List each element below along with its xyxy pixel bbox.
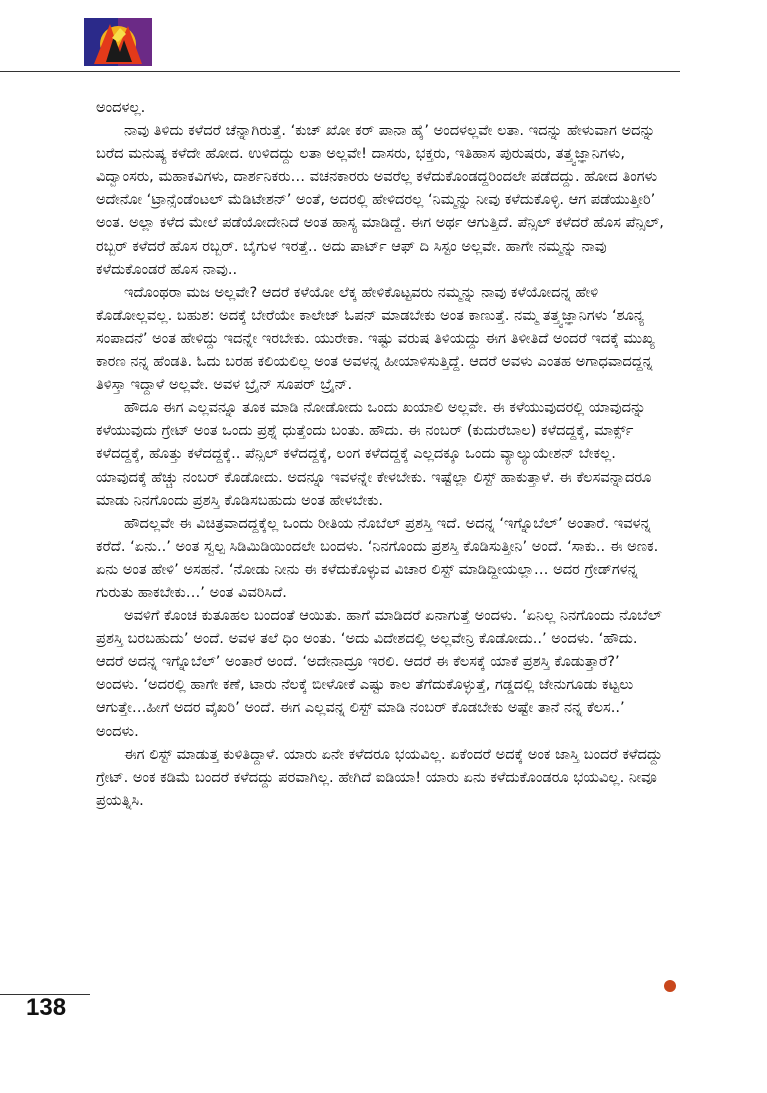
magazine-logo-icon: [84, 18, 152, 66]
header-divider: [0, 71, 680, 72]
end-of-article-dot: [664, 980, 676, 992]
paragraph: ಹೌದೂ ಈಗ ಎಲ್ಲವನ್ನೂ ತೂಕ ಮಾಡಿ ನೋಡೋದು ಒಂದು ಖಯಾಲಿ ಅಲ್ಲವೇ. ಈ ಕಳೆಯುವುದರಲ್ಲಿ ಯಾವುದನ್ನು ಕಳೆಯುವುದು ಗ್ರೇಟ್ ಅಂತ ಒಂದು ಪ್ರಶ್ನೆ ಧುತ್ತೆಂದು ಬಂತು. ಹೌದು. ಈ ನಂಬರ್ (ಕುದುರೆಬಾಲ) ಕಳೆದದ್ದಕ್ಕೆ, ಮಾರ್ಕ್ಸ್ ಕಳೆದದ್ದಕ್ಕೆ, ಹೊತ್ತು ಕಳೆದದ್ದಕ್ಕೆ.. ಪೆನ್ಸಿಲ್ ಕಳೆದದ್ದಕ್ಕೆ, ಲಂಗ ಕಳೆದದ್ದಕ್ಕೆ ಎಲ್ಲದಕ್ಕೂ ಒಂದು ವ್ಯಾಲ್ಯುಯೇಶನ್ ಬೇಕಲ್ಲ. ಯಾವುದಕ್ಕೆ ಹೆಚ್ಚು ನಂಬರ್ ಕೊಡೋದು. ಅದನ್ನೂ ಇವಳನ್ನೇ ಕೇಳಬೇಕು. ಇಷ್ಟೆಲ್ಲಾ ಲಿಸ್ಟ್ ಹಾಕುತ್ತಾಳೆ. ಈ ಕೆಲಸವನ್ನಾದರೂ ಮಾಡು ನಿನಗೊಂದು ಪ್ರಶಸ್ತಿ ಕೊಡಿಸಬಹುದು ಅಂತ ಹೇಳಬೇಕು.: [96, 399, 652, 509]
paragraph: ಇದೊಂಥರಾ ಮಜ ಅಲ್ಲವೇ? ಆದರೆ ಕಳೆಯೋ ಲೆಕ್ಕ ಹೇಳಿಕೊಟ್ಟವರು ನಮ್ಮನ್ನು ನಾವು ಕಳೆಯೋದನ್ನ ಹೇಳಿ ಕೊಡೋಲ್ಲವಲ್ಲ. ಬಹುಶ: ಅದಕ್ಕೆ ಬೇರೆಯೇ ಕಾಲೇಜ್ ಓಪನ್ ಮಾಡಬೇಕು ಅಂತ ಕಾಣುತ್ತೆ. ನಮ್ಮ ತತ್ತ್ವಜ್ಞಾನಿಗಳು ‘ಶೂನ್ಯ ಸಂಪಾದನೆ’ ಅಂತ ಹೇಳಿದ್ದು ಇದನ್ನೇ ಇರಬೇಕು. ಯುರೇಕಾ. ಇಷ್ಟು ವರುಷ ತಿಳಿಯದ್ದು ಈಗ ತಿಳೀತಿದೆ ಅಂದರೆ ಇದಕ್ಕೆ ಮುಖ್ಯ ಕಾರಣ ನನ್ನ ಹೆಂಡತಿ. ಓದು ಬರಹ ಕಲಿಯಲಿಲ್ಲ ಅಂತ ಅವಳನ್ನ ಹೀಯಾಳಿಸುತ್ತಿದ್ದೆ. ಆದರೆ ಅವಳು ಎಂತಹ ಅಗಾಧವಾದದ್ದನ್ನ ತಿಳಿಸ್ತಾ ಇದ್ದಾಳೆ ಅಲ್ಲವೇ. ಅವಳ ಬ್ರೈನ್ ಸೂಪರ್ ಬ್ರೈನ್.: [96, 283, 655, 394]
paragraph: ಅವಳಿಗೆ ಕೊಂಚ ಕುತೂಹಲ ಬಂದಂತೆ ಆಯಿತು. ಹಾಗೆ ಮಾಡಿದರೆ ಏನಾಗುತ್ತೆ ಅಂದಳು. ‘ಏನಿಲ್ಲ ನಿನಗೊಂದು ನೊಬೆಲ್ ಪ್ರಶಸ್ತಿ ಬರಬಹುದು’ ಅಂದೆ. ಅವಳ ತಲೆ ಧಿಂ ಅಂತು. ‘ಅದು ವಿದೇಶದಲ್ಲಿ ಅಲ್ಲವೇನ್ರಿ ಕೊಡೋದು..’ ಅಂದಳು. ‘ಹೌದು. ಆದರೆ ಅದನ್ನ ಇಗ್ನೊಬೆಲ್’ ಅಂತಾರೆ ಅಂದೆ. ‘ಅದೇನಾದ್ರೂ ಇರಲಿ. ಆದರೆ ಈ ಕೆಲಸಕ್ಕೆ ಯಾಕೆ ಪ್ರಶಸ್ತಿ ಕೊಡುತ್ತಾರೆ?’ ಅಂದಳು. ‘ಅದರಲ್ಲಿ ಹಾಗೇ ಕಣೆ, ಟಾರು ನೆಲಕ್ಕೆ ಬೀಳೋಕೆ ಎಷ್ಟು ಕಾಲ ತೆಗೆದುಕೊಳ್ಳುತ್ತೆ, ಗಡ್ಡದಲ್ಲಿ ಜೇನುಗೂಡು ಕಟ್ಟಲು ಆಗುತ್ತೇ…ಹೀಗೆ ಅದರ ವೈಖರಿ’ ಅಂದೆ. ಈಗ ಎಲ್ಲವನ್ನ ಲಿಸ್ಟ್ ಮಾಡಿ ನಂಬರ್ ಕೊಡಬೇಕು ಅಷ್ಟೇ ತಾನೆ ನನ್ನ ಕೆಲಸ..’ ಅಂದಳು.: [96, 607, 662, 740]
paragraph: ನಾವು ತಿಳಿದು ಕಳೆದರೆ ಚೆನ್ನಾಗಿರುತ್ತೆ. ‘ಕುಚ್ ಖೋ ಕರ್ ಪಾನಾ ಹೈ’ ಅಂದಳಲ್ಲವೇ ಲತಾ. ಇದನ್ನು ಹೇಳುವಾಗ ಅದನ್ನು ಬರೆದ ಮನುಷ್ಯ ಕಳೆದೇ ಹೋದ. ಉಳಿದದ್ದು ಲತಾ ಅಲ್ಲವೇ! ದಾಸರು, ಭಕ್ತರು, ಇತಿಹಾಸ ಪುರುಷರು, ತತ್ತ್ವಜ್ಞಾನಿಗಳು, ವಿದ್ವಾಂಸರು, ಮಹಾಕವಿಗಳು, ದಾರ್ಶನಿಕರು… ವಚನಕಾರರು ಅವರೆಲ್ಲ ಕಳೆದುಕೊಂಡದ್ದರಿಂದಲೇ ಪಡೆದದ್ದು. ಹೋದ ತಿಂಗಳು ಅದೇನೋ ‘ಟ್ರಾನ್ಸೆಂಡೆಂಟಲ್ ಮೆಡಿಟೇಶನ್’ ಅಂತೆ, ಅದರಲ್ಲಿ ಹೇಳಿದರಲ್ಲ ‘ನಿಮ್ಮನ್ನು ನೀವು ಕಳೆದುಕೊಳ್ಳಿ. ಆಗ ಪಡೆಯುತ್ತೀರಿ’ ಅಂತ. ಅಲ್ಲಾ ಕಳೆದ ಮೇಲೆ ಪಡೆಯೋದೇನಿದೆ ಅಂತ ಹಾಸ್ಯ ಮಾಡಿದ್ದೆ. ಈಗ ಅರ್ಥ ಆಗುತ್ತಿದೆ. ಪೆನ್ಸಿಲ್ ಕಳೆದರೆ ಹೊಸ ಪೆನ್ಸಿಲ್, ರಬ್ಬರ್ ಕಳೆದರೆ ಹೊಸ ರಬ್ಬರ್. ಬೈಗುಳ ಇರತ್ತೆ.. ಅದು ಪಾರ್ಟ್ ಆಫ್ ದಿ ಸಿಸ್ಟಂ ಅಲ್ಲವೇ. ಹಾಗೇ ನಮ್ಮನ್ನು ನಾವು ಕಳೆದುಕೊಂಡರೆ ಹೊಸ ನಾವು..: [96, 122, 664, 278]
paragraph: ಅಂದಳಲ್ಲ.: [96, 99, 146, 116]
page-number: 138: [26, 994, 67, 1021]
article-body: [96, 96, 666, 812]
paragraph: ಹೌದಲ್ಲವೇ ಈ ವಿಚಿತ್ರವಾದದ್ದಕ್ಕೆಲ್ಲ ಒಂದು ರೀತಿಯ ನೊಬೆಲ್ ಪ್ರಶಸ್ತಿ ಇದೆ. ಅದನ್ನ ‘ಇಗ್ನೊಬೆಲ್’ ಅಂತಾರೆ. ಇವಳನ್ನ ಕರೆದೆ. ‘ಏನು..’ ಅಂತ ಸ್ವಲ್ಪ ಸಿಡಿಮಿಡಿಯಿಂದಲೇ ಬಂದಳು. ‘ನಿನಗೊಂದು ಪ್ರಶಸ್ತಿ ಕೊಡಿಸುತ್ತೀನಿ’ ಅಂದೆ. ‘ಸಾಕು.. ಈ ಅಣಕ. ಏನು ಅಂತ ಹೇಳಿ’ ಅಸಹನೆ. ‘ನೋಡು ನೀನು ಈ ಕಳೆದುಕೊಳ್ಳುವ ವಿಚಾರ ಲಿಸ್ಟ್ ಮಾಡಿದ್ದೀಯಲ್ಲಾ… ಅದರ ಗ್ರೇಡ್‌ಗಳನ್ನ ಗುರುತು ಹಾಕಬೇಕು…’ ಅಂತ ವಿವರಿಸಿದೆ.: [96, 514, 659, 601]
paragraph: ಈಗ ಲಿಸ್ಟ್ ಮಾಡುತ್ತ ಕುಳಿತಿದ್ದಾಳೆ. ಯಾರು ಏನೇ ಕಳೆದರೂ ಭಯವಿಲ್ಲ. ಏಕೆಂದರೆ ಅದಕ್ಕೆ ಅಂಕ ಜಾಸ್ತಿ ಬಂದರೆ ಕಳೆದದ್ದು ಗ್ರೇಟ್. ಅಂಕ ಕಡಿಮೆ ಬಂದರೆ ಕಳೆದದ್ದು ಪರವಾಗಿಲ್ಲ. ಹೇಗಿದೆ ಐಡಿಯಾ! ಯಾರು ಏನು ಕಳೆದುಕೊಂಡರೂ ಭಯವಿಲ್ಲ. ನೀವೂ ಪ್ರಯತ್ನಿಸಿ.: [96, 745, 663, 809]
logo-graphic: [84, 18, 152, 66]
